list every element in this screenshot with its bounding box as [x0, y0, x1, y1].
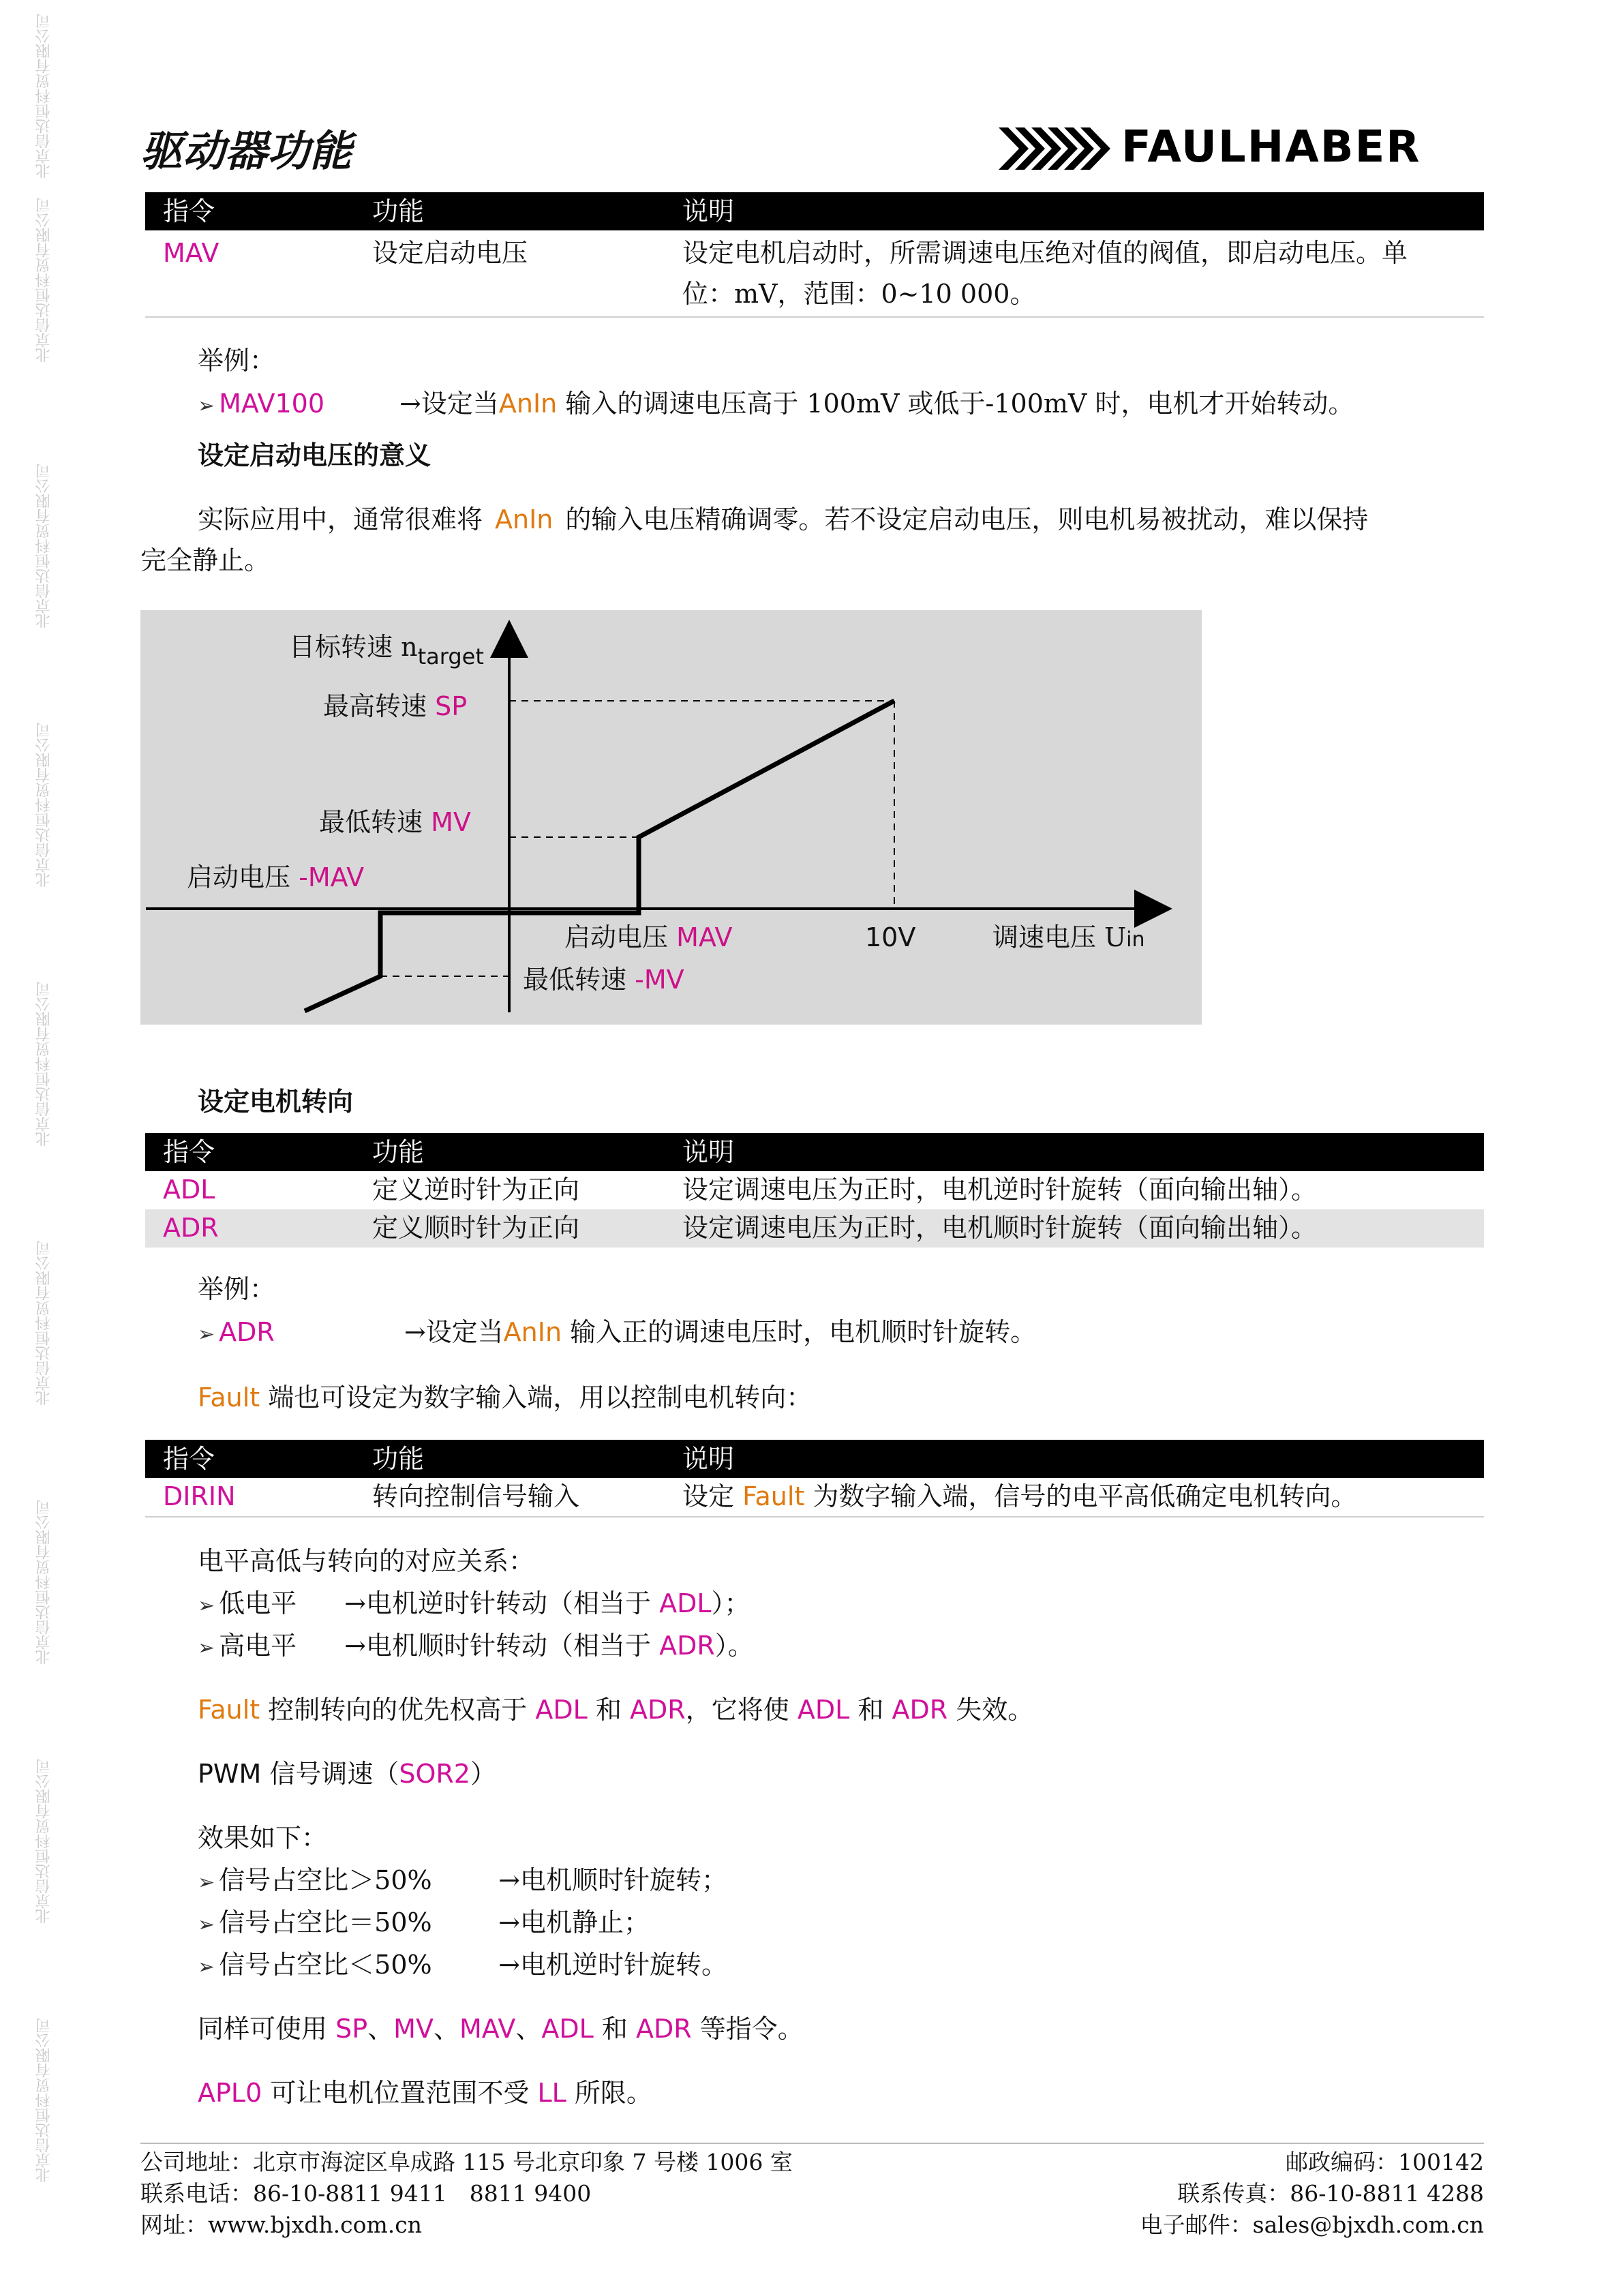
ten-volt-label: 10V: [865, 922, 916, 952]
significance-paragraph-line2: 完全静止。: [140, 545, 271, 575]
logo-stripes-icon: [999, 127, 1114, 170]
mav-desc-line1: 设定电机启动时，所需调速电压绝对值的阀值，即启动电压。单: [682, 238, 1408, 268]
mav-example-cmd: MAV100: [219, 389, 325, 419]
side-watermark: 北京信达恒科贸有限公司: [35, 982, 52, 1147]
high-level-item: ➢ 高电平 →电机顺时针转动（相当于 ADR）。: [198, 1631, 754, 1661]
also-usable-commands: 同样可使用 SP、MV、MAV、ADL 和 ADR 等指令。: [198, 2014, 804, 2044]
example-label: 举例：: [198, 1274, 276, 1304]
footer-postal: 邮政编码：100142: [1286, 2149, 1484, 2175]
ain-signal: AnIn: [498, 389, 558, 419]
footer-website: 网址：www.bjxdh.com.cn: [140, 2211, 423, 2238]
footer-fax: 联系传真：86-10-8811 4288: [1177, 2180, 1484, 2207]
side-watermark: 北京信达恒科贸有限公司: [35, 723, 52, 888]
example-label: 举例：: [198, 346, 276, 376]
mav-cmd: MAV: [163, 238, 219, 268]
table-row: [145, 1171, 1484, 1209]
side-watermark: 北京信达恒科贸有限公司: [35, 2018, 52, 2183]
level-heading: 电平高低与转向的对应关系：: [198, 1546, 535, 1576]
diagram-lines: [140, 610, 1202, 1025]
sp-label: 最高转速 SP: [323, 691, 468, 721]
bullet-icon: ➢: [198, 1955, 215, 1979]
fault-intro: Fault 端也可设定为数字输入端，用以控制电机转向：: [198, 1383, 813, 1413]
mv-label: 最低转速 MV: [319, 807, 471, 837]
faulhaber-logo: [999, 122, 1483, 172]
fault-table-header: [145, 1440, 1484, 1478]
side-watermark: 北京信达恒科贸有限公司: [35, 1500, 52, 1665]
adl-desc: 设定调速电压为正时，电机逆时针旋转（面向输出轴）。: [682, 1175, 1318, 1205]
logo-text: FAULHABER: [1121, 122, 1421, 172]
bullet-icon: ➢: [198, 394, 215, 418]
mav-label: 启动电压 MAV: [564, 922, 733, 952]
bullet-icon: ➢: [198, 1594, 215, 1618]
ain-signal: AnIn: [503, 1317, 562, 1347]
side-watermark: 北京信达恒科贸有限公司: [35, 1759, 52, 1924]
neg-mv-label: 最低转速 -MV: [523, 965, 684, 995]
table-divider: [145, 1516, 1484, 1517]
bullet-icon: ➢: [198, 1871, 215, 1894]
col-cmd: 指令: [163, 1137, 215, 1167]
table-row: [145, 1209, 1484, 1248]
bullet-icon: ➢: [198, 1636, 215, 1660]
col-cmd: 指令: [163, 196, 215, 226]
adr-cmd: ADR: [163, 1213, 219, 1243]
dirin-func: 转向控制信号输入: [372, 1481, 580, 1511]
footer-phone: 联系电话：86-10-8811 9411 8811 9400: [140, 2180, 592, 2207]
neg-mav-label: 启动电压 -MAV: [187, 862, 365, 892]
footer-divider: [140, 2143, 1484, 2144]
side-watermark: 北京信达恒科贸有限公司: [35, 464, 52, 629]
adr-func: 定义顺时针为正向: [372, 1213, 580, 1243]
side-watermark: 北京信达恒科贸有限公司: [35, 198, 52, 363]
x-axis-label: 调速电压 Uin: [992, 922, 1145, 952]
side-watermark: 北京信达恒科贸有限公司: [35, 14, 52, 179]
direction-table-header: [145, 1133, 1484, 1171]
pwm-item: ➢ 信号占空比＝50% →电机静止；: [198, 1907, 650, 1937]
adr-example-text: 输入正的调速电压时，电机顺时针旋转。: [570, 1317, 1037, 1347]
significance-paragraph-line1: [198, 503, 1368, 536]
adl-func: 定义逆时针为正向: [372, 1175, 580, 1205]
col-func: 功能: [372, 1444, 425, 1474]
adl-cmd: ADL: [163, 1175, 215, 1205]
apl0-note: APL0 可让电机位置范围不受 LL 所限。: [198, 2078, 652, 2108]
y-axis-label: 目标转速 $n_{target}$: [289, 632, 484, 669]
col-cmd: 指令: [163, 1444, 215, 1474]
pwm-item: ➢ 信号占空比＜50% →电机逆时针旋转。: [198, 1950, 727, 1980]
adr-desc: 设定调速电压为正时，电机顺时针旋转（面向输出轴）。: [682, 1213, 1318, 1243]
start-voltage-diagram: [140, 610, 1202, 1025]
pwm-heading: PWM 信号调速（SOR2）: [198, 1759, 496, 1789]
direction-heading: 设定电机转向: [198, 1086, 354, 1117]
mav-example: [198, 387, 1354, 423]
fault-priority: Fault 控制转向的优先权高于 ADL 和 ADR，它将使 ADL 和 ADR 失效。: [198, 1695, 1034, 1725]
adr-example-cmd: ADR: [219, 1317, 275, 1347]
footer-email: 电子邮件：sales@bjxdh.com.cn: [1140, 2211, 1484, 2238]
col-desc: 说明: [682, 1137, 735, 1167]
dirin-cmd: DIRIN: [163, 1481, 236, 1511]
mav-example-arrow: →设定当: [399, 389, 499, 419]
col-desc: 说明: [682, 196, 735, 226]
significance-heading: 设定启动电压的意义: [198, 440, 431, 470]
low-level-item: ➢ 低电平 →电机逆时针转动（相当于 ADL）；: [198, 1588, 750, 1618]
page-title: 驱动器功能: [140, 126, 352, 176]
adr-example: [198, 1316, 1036, 1351]
footer-address: 公司地址：北京市海淀区阜成路 115 号北京印象 7 号楼 1006 室: [140, 2149, 793, 2175]
mav-desc-line2: 位：mV，范围：0~10 000。: [682, 279, 1036, 309]
para-text: 实际应用中，通常很难将: [198, 504, 483, 534]
table-divider: [145, 316, 1484, 318]
col-func: 功能: [372, 1137, 425, 1167]
ain-signal: AnIn: [495, 504, 553, 534]
para-text: 的输入电压精确调零。若不设定启动电压，则电机易被扰动，难以保持: [565, 504, 1369, 534]
dirin-desc: 设定 Fault 为数字输入端，信号的电平高低确定电机转向。: [682, 1481, 1357, 1511]
col-func: 功能: [372, 196, 425, 226]
table-row: [145, 1478, 1484, 1516]
effect-heading: 效果如下：: [198, 1823, 328, 1853]
mav-table-row: [145, 232, 1484, 316]
bullet-icon: ➢: [198, 1323, 215, 1346]
bullet-icon: ➢: [198, 1913, 215, 1937]
pwm-item: ➢ 信号占空比＞50% →电机顺时针旋转；: [198, 1865, 727, 1895]
mav-func: 设定启动电压: [372, 238, 528, 268]
mav-example-text: 输入的调速电压高于 100mV 或低于-100mV 时，电机才开始转动。: [565, 389, 1354, 419]
col-desc: 说明: [682, 1444, 735, 1474]
mav-table-header: [145, 192, 1484, 230]
adr-example-arrow: →设定当: [404, 1317, 504, 1347]
side-watermark: 北京信达恒科贸有限公司: [35, 1241, 52, 1406]
